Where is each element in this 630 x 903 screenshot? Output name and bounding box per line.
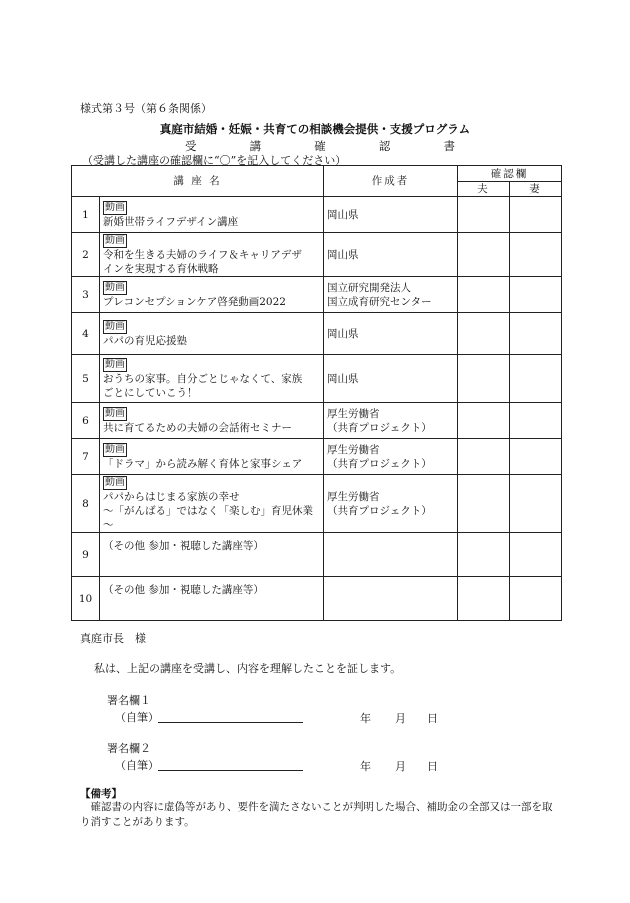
signature-line-1[interactable]	[158, 722, 303, 723]
declaration-text: 私は、上記の講座を受講し、内容を理解したことを証します。	[94, 662, 402, 675]
header-course-name: 講 座 名	[72, 166, 324, 197]
video-badge: 動画	[105, 202, 125, 213]
addressee: 真庭市長 様	[80, 632, 146, 645]
date-month-2: 月	[395, 760, 406, 773]
table-row	[72, 313, 562, 355]
author-line: 国立研究開発法人	[327, 281, 411, 294]
course-name-line: インを実現する育休戦略	[103, 263, 219, 275]
husband-check-cell[interactable]	[458, 277, 510, 313]
husband-check-cell[interactable]	[458, 533, 510, 577]
subtitle-char: 書	[443, 139, 455, 153]
header-wife: 妻	[510, 182, 562, 197]
course-name-line: 新婚世帯ライフデザイン講座	[103, 216, 239, 228]
author-cell	[324, 439, 458, 475]
author-line: （共育プロジェクト）	[327, 421, 432, 434]
course-name-line: 共に育てるための夫婦の会話術セミナー	[103, 422, 292, 434]
course-name-cell	[100, 475, 324, 533]
video-badge: 動画	[105, 235, 125, 246]
video-badge: 動画	[105, 477, 125, 488]
author-line: 厚生労働省	[327, 407, 380, 420]
course-name-cell	[100, 233, 324, 277]
signature-label-1: 署名欄１	[107, 694, 151, 707]
remarks-body: 確認書の内容に虚偽等があり、要件を満たさないことが判明した場合、補助金の全部又は一部を取り消すことがあります。	[80, 801, 553, 828]
header-author: 作成者	[324, 166, 458, 197]
wife-check-cell[interactable]	[510, 197, 562, 233]
table-row	[72, 233, 562, 277]
date-month-1: 月	[395, 712, 406, 725]
row-number: 6	[72, 403, 100, 439]
wife-check-cell[interactable]	[510, 233, 562, 277]
husband-check-cell[interactable]	[458, 233, 510, 277]
other-author-cell[interactable]	[324, 577, 458, 621]
video-badge: 動画	[105, 408, 125, 419]
author-cell	[324, 475, 458, 533]
form-number: 様式第３号（第６条関係）	[80, 102, 212, 115]
row-number: 5	[72, 355, 100, 403]
row-number: 9	[72, 533, 100, 577]
other-course-cell[interactable]: （その他 参加・視聴した講座等）	[100, 577, 324, 621]
table-row	[72, 403, 562, 439]
subtitle-char: 認	[378, 139, 391, 153]
course-name-line: 「ドラマ」から読み解く育体と家事シェア	[103, 458, 303, 470]
course-name-line: 令和を生きる夫婦のライフ＆キャリアデザ	[103, 249, 302, 261]
author-line: 国立成育研究センター	[327, 295, 432, 308]
course-name-line: おうちの家事。自分ごとじゃなくて、家族	[103, 373, 303, 385]
author-cell	[324, 313, 458, 355]
author-cell	[324, 355, 458, 403]
signature-label-2: 署名欄２	[107, 742, 151, 755]
table-row-other	[72, 533, 562, 577]
course-name-line: パパの育児応援塾	[103, 335, 187, 347]
document-title: 真庭市結婚・妊娠・共育ての相談機会提供・支援プログラム	[159, 122, 471, 136]
husband-check-cell[interactable]	[458, 197, 510, 233]
video-badge: 動画	[105, 444, 125, 455]
table-row-other	[72, 577, 562, 621]
table-row	[72, 439, 562, 475]
other-author-cell[interactable]	[324, 533, 458, 577]
header-confirm: 確認欄	[458, 166, 562, 182]
author-line: 岡山県	[327, 248, 359, 261]
author-line: （共育プロジェクト）	[327, 457, 432, 470]
author-line: 岡山県	[327, 372, 359, 385]
course-name-cell	[100, 313, 324, 355]
date-day-2: 日	[427, 760, 438, 773]
husband-check-cell[interactable]	[458, 577, 510, 621]
wife-check-cell[interactable]	[510, 277, 562, 313]
subtitle-char: 確	[314, 139, 326, 153]
video-badge: 動画	[105, 321, 125, 332]
course-name-cell	[100, 439, 324, 475]
date-year-1: 年	[360, 712, 371, 725]
husband-check-cell[interactable]	[458, 475, 510, 533]
author-line: 厚生労働省	[327, 490, 380, 503]
table-row	[72, 355, 562, 403]
date-day-1: 日	[427, 712, 438, 725]
other-course-cell[interactable]: （その他 参加・視聴した講座等）	[100, 533, 324, 577]
signature-sub-1: （自筆）	[115, 711, 159, 724]
row-number: 10	[72, 577, 100, 621]
author-line: （共育プロジェクト）	[327, 504, 432, 517]
course-name-line: パパからはじまる家族の幸せ	[103, 491, 240, 503]
course-name-cell	[100, 355, 324, 403]
wife-check-cell[interactable]	[510, 475, 562, 533]
date-year-2: 年	[360, 760, 371, 773]
course-name-line: プレコンセプションケア啓発動画2022	[103, 296, 286, 308]
author-cell	[324, 233, 458, 277]
table-row	[72, 475, 562, 533]
row-number: 4	[72, 313, 100, 355]
author-line: 岡山県	[327, 208, 359, 221]
wife-check-cell[interactable]	[510, 577, 562, 621]
video-badge: 動画	[105, 282, 125, 293]
wife-check-cell[interactable]	[510, 355, 562, 403]
subtitle-char: 受	[185, 139, 197, 153]
row-number: 2	[72, 233, 100, 277]
row-number: 7	[72, 439, 100, 475]
husband-check-cell[interactable]	[458, 439, 510, 475]
course-name-cell	[100, 277, 324, 313]
table-row	[72, 277, 562, 313]
video-badge: 動画	[105, 359, 125, 370]
row-number: 1	[72, 197, 100, 233]
course-name-cell	[100, 403, 324, 439]
author-line: 厚生労働省	[327, 443, 380, 456]
author-cell	[324, 403, 458, 439]
course-confirmation-table	[71, 165, 562, 621]
row-number: 8	[72, 475, 100, 533]
wife-check-cell[interactable]	[510, 533, 562, 577]
wife-check-cell[interactable]	[510, 313, 562, 355]
remarks-title: 【備考】	[80, 788, 122, 800]
author-line: 岡山県	[327, 327, 359, 340]
subtitle-char: 講	[249, 139, 262, 153]
course-name-cell	[100, 197, 324, 233]
author-cell	[324, 197, 458, 233]
wife-check-cell[interactable]	[510, 439, 562, 475]
husband-check-cell[interactable]	[458, 403, 510, 439]
husband-check-cell[interactable]	[458, 313, 510, 355]
table-row	[72, 197, 562, 233]
course-name-line: ごとにしていこう！	[103, 387, 198, 399]
course-name-line: ～「がんばる」ではなく「楽しむ」育児休業～	[103, 505, 313, 531]
header-husband: 夫	[458, 182, 510, 197]
author-cell	[324, 277, 458, 313]
wife-check-cell[interactable]	[510, 403, 562, 439]
row-number: 3	[72, 277, 100, 313]
signature-line-2[interactable]	[158, 770, 303, 771]
instruction-text: （受講した講座の確認欄に“〇”を記入してください）	[82, 154, 347, 167]
signature-sub-2: （自筆）	[115, 759, 159, 772]
husband-check-cell[interactable]	[458, 355, 510, 403]
